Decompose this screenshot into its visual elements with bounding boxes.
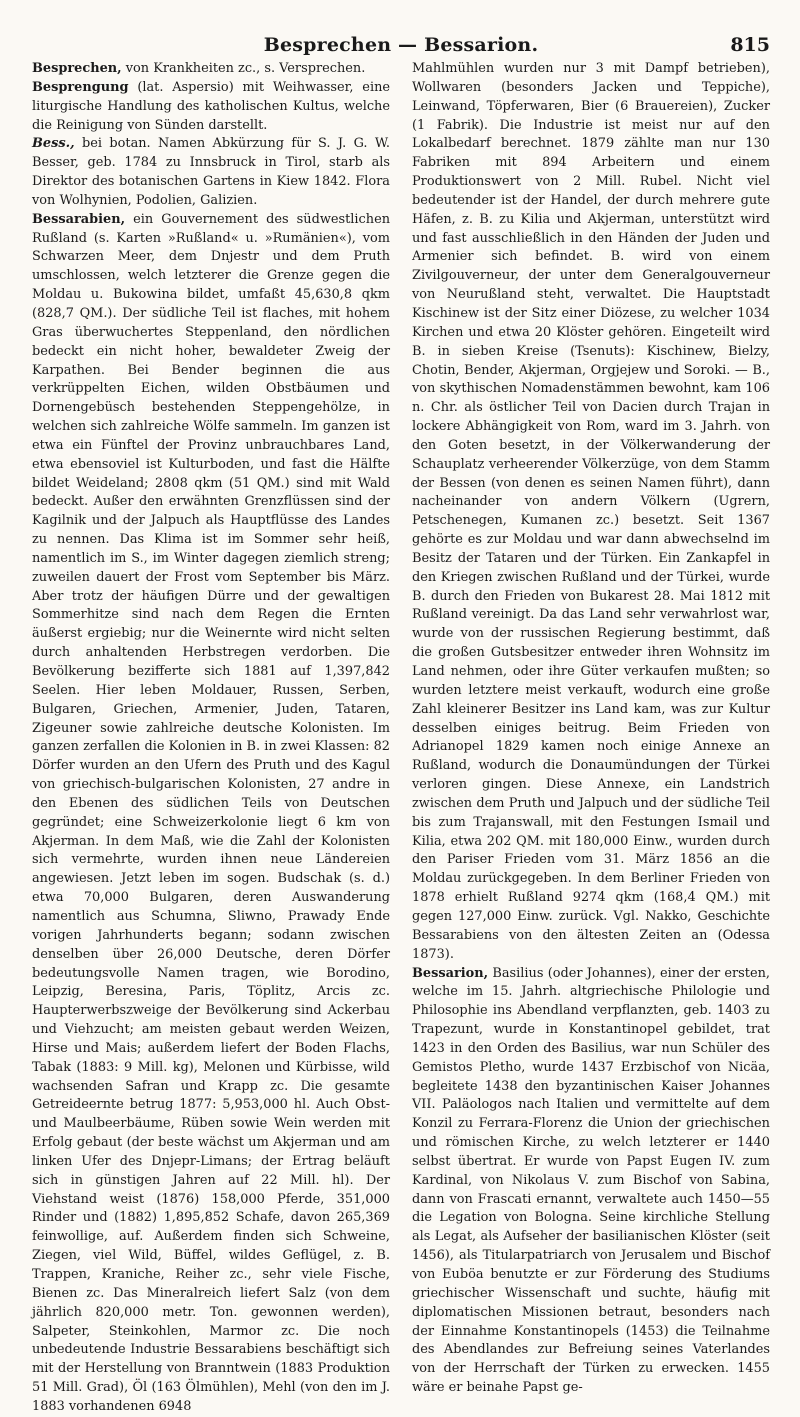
right-column (412, 60, 770, 1417)
entry-bessarion (412, 965, 770, 1398)
entry-besprechen (32, 60, 390, 79)
entry-bessarabien (32, 211, 390, 1417)
left-column (32, 60, 390, 1417)
entry-text: (lat. Aspersio) mit Weihwasser, eine liturgische Handlung des katholischen Kultus, welche die Reinigung von Sünden darstellt. (32, 79, 390, 133)
entry-lemma: Bess., (32, 136, 75, 152)
entry-text: ein Gouvernement des südwestlichen Rußland (s. Karten »Rußland« u. »Rumänien«), vom Schwarzen Meer, dem Dnjestr und dem Pruth umschlossen, welch letzterer die Grenze gegen die Moldau u. Bukowina bildet, umfaßt 45,630,8 qkm (828,7 QM.). Der südliche Teil ist flaches, mit hohem Gras überwuchertes Steppenland, den nördlichen bedeckt ein nicht hoher, bewaldeter Zweig der Karpathen. Bei Bender beginnen die aus verkrüppelten Eichen, wilden Obstbäumen und Dornengebüsch bestehenden Steppengehölze, in welchen sich zahlreiche Wölfe sammeln. Im ganzen ist etwa ein Fünftel der Provinz unbrauchbares Land, etwa ebensoviel ist Kulturboden, und fast die Hälfte bildet Weideland; 2808 qkm (51 QM.) sind mit Wald bedeckt. Außer den erwähnten Grenzflüssen sind der Kagilnik und der Jalpuch als Hauptflüsse des Landes zu nennen. Das Klima ist im Sommer sehr heiß, namentlich im S., im Winter dagegen ziemlich streng; zuweilen dauert der Frost vom September bis März. Aber trotz der häufigen Dürre und der gewaltigen Sommerhitze sind nach dem Regen die Ernten äußerst ergiebig; nur die Weinernte wird nicht selten durch anhaltenden Herbstregen verdorben. Die Bevölkerung bezifferte sich 1881 auf 1,397,842 Seelen. Hier leben Moldauer, Russen, Serben, Bulgaren, Griechen, Armenier, Juden, Tataren, Zigeuner sowie zahlreiche deutsche Kolonisten. Im ganzen zerfallen die Kolonien in B. in zwei Klassen: 82 Dörfer wurden an den Ufern des Pruth und des Kagul von griechisch-bulgarischen Kolonisten, 27 andre in den Ebenen des südlichen Teils von Deutschen gegründet; eine Schweizerkolonie liegt 6 km von Akjerman. In dem Maß, wie die Zahl der Kolonisten sich vermehrte, wurden ihnen neue Ländereien angewiesen. Jetzt leben im sogen. Budschak (s. d.) etwa 70,000 Bulgaren, deren Auswanderung namentlich aus Schumna, Sliwno, Prawady Ende vorigen Jahrhunderts begann; sodann zwischen denselben über 26,000 Deutsche, deren Dörfer bedeutungsvolle Namen tragen, wie Borodino, Leipzig, Beresina, Paris, Töplitz, Arcis zc. Haupterwerbszweige der Bevölkerung sind Ackerbau und Viehzucht; am meisten gebaut werden Weizen, Hirse und Mais; außerdem liefert der Boden Flachs, Tabak (1883: 9 Mill. kg), Melonen und Kürbisse, wild wachsenden Safran und Krapp zc. Die gesamte Getreideernte betrug 1877: 5,953,000 hl. Auch Obst- und Maulbeerbäume, Rüben sowie Wein werden mit Erfolg gebaut (der beste wächst um Akjerman und am linken Ufer des Dnjepr-Limans; der Ertrag beläuft sich in günstigen Jahren auf 22 Mill. hl). Der Viehstand weist (1876) 158,000 Pferde, 351,000 Rinder und (1882) 1,895,852 Schafe, davon 265,369 feinwollige, auf. Außerdem finden sich Schweine, Ziegen, viel Wild, Büffel, wildes Geflügel, z. B. Trappen, Kraniche, Reiher zc., sehr viele Fische, Bienen zc. Das Mineralreich liefert Salz (von dem jährlich 820,000 metr. Ton. gewonnen werden), Salpeter, Steinkohlen, Marmor zc. Die noch unbedeutende Industrie Bessarabiens beschäftigt sich mit der Herstellung von Branntwein (1883 Produktion 51 Mill. Grad), Öl (163 Ölmühlen), Mehl (von den im J. 1883 vorhandenen 6948 (32, 211, 390, 1414)
running-header (32, 0, 770, 60)
entry-besprengung (32, 79, 390, 136)
entry-lemma: Besprechen, (32, 61, 122, 76)
entry-bess (32, 135, 390, 210)
running-title: Besprechen — Bessarion. (263, 34, 539, 56)
text-columns (32, 60, 770, 1417)
entry-lemma: Bessarabien, (32, 211, 126, 227)
entry-lemma: Bessarion, (412, 965, 489, 981)
entry-lemma: Besprengung (32, 79, 129, 95)
entry-text: bei botan. Namen Abkürzung für S. J. G. W. Besser, geb. 1784 zu Innsbruck in Tirol, starb als Direktor des botanischen Gartens in Kiew 1842. Flora von Wolhynien, Podolien, Galizien. (32, 136, 390, 208)
entry-bessarabien-continued (412, 60, 770, 965)
page-number: 815 (730, 34, 770, 56)
entry-text: von Krankheiten zc., s. Versprechen. (121, 61, 366, 76)
entry-text: Mahlmühlen wurden nur 3 mit Dampf betrieben), Wollwaren (besonders Jacken und Teppiche), Leinwand, Töpferwaren, Bier (6 Brauereien), Zucker (1 Fabrik). Die Industrie ist meist nur auf den Lokalbedarf berechnet. 1879 zählte man nur 130 Fabriken mit 894 Arbeitern und einem Produktionswert von 2 Mill. Rubel. Nicht viel bedeutender ist der Handel, der durch mehrere gute Häfen, z. B. zu Kilia und Akjerman, unterstützt wird und fast ausschließlich in den Händen der Juden und Armenier sich befindet. B. wird von einem Zivilgouverneur, der unter dem Generalgouverneur von Neurußland steht, verwaltet. Die Hauptstadt Kischinew ist der Sitz einer Diözese, zu welcher 1034 Kirchen und etwa 20 Klöster gehören. Eingeteilt wird B. in sieben Kreise (Tsenuts): Kischinew, Bielzy, Chotin, Bender, Akjerman, Orgjejew und Soroki. — B., von skythischen Nomadenstämmen bewohnt, kam 106 n. Chr. als östlicher Teil von Dacien durch Trajan in lockere Abhängigkeit von Rom, ward im 3. Jahrh. von den Goten besetzt, in der Völkerwanderung der Schauplatz verheerender Völkerzüge, von dem Stamm der Bessen (von denen es seinen Namen führt), dann nacheinander von andern Völkern (Ugrern, Petschenegen, Kumanen zc.) besetzt. Seit 1367 gehörte es zur Moldau und war dann abwechselnd im Besitz der Tataren und der Türken. Ein Zankapfel in den Kriegen zwischen Rußland und der Türkei, wurde B. durch den Frieden von Bukarest 28. Mai 1812 mit Rußland vereinigt. Da das Land sehr verwahrlost war, wurde von der russischen Regierung bestimmt, daß die großen Gutsbesitzer entweder ihren Wohnsitz im Land nehmen, oder ihre Güter verkaufen mußten; so wurden letztere meist verkauft, wodurch eine große Zahl kleinerer Besitzer ins Land kam, was zur Kultur desselben einiges beitrug. Beim Frieden von Adrianopel 1829 kamen noch einige Annexe an Rußland, wodurch die Donaumündungen der Türkei verloren gingen. Diese Annexe, ein Landstrich zwischen dem Pruth und Jalpuch und der südliche Teil bis zum Trajanswall, mit den Festungen Ismail und Kilia, etwa 202 QM. mit 180,000 Einw., wurden durch den Pariser Frieden vom 31. März 1856 an die Moldau zurückgegeben. In dem Berliner Frieden von 1878 erhielt Rußland 9274 qkm (168,4 QM.) mit gegen 127,000 Einw. zurück. Vgl. Nakko, Geschichte Bessarabiens von den ältesten Zeiten an (Odessa 1873). (412, 61, 770, 962)
entry-text: Basilius (oder Johannes), einer der ersten, welche im 15. Jahrh. altgriechische Philologie und Philosophie ins Abendland verpflanzten, geb. 1403 zu Trapezunt, wurde in Konstantinopel gebildet, trat 1423 in den Orden des Basilius, war nun Schüler des Gemistos Pletho, wurde 1437 Erzbischof von Nicäa, begleitete 1438 den byzantinischen Kaiser Johannes VII. Paläologos nach Italien und vermittelte auf dem Konzil zu Ferrara-Florenz die Union der griechischen und römischen Kirche, zu welch letzterer er 1440 selbst übertrat. Er wurde von Papst Eugen IV. zum Kardinal, von Nikolaus V. zum Bischof von Sabina, dann von Frascati ernannt, verwaltete auch 1450—55 die Legation von Bologna. Seine kirchliche Stellung als Legat, als Aufseher der basilianischen Klöster (seit 1456), als Titularpatriarch von Jerusalem und Bischof von Euböa benutzte er zur Förderung des Studiums griechischer Wissenschaft und suchte, häufig mit diplomatischen Missionen betraut, besonders nach der Einnahme Konstantinopels (1453) die Teilnahme des Abendlandes zur Befreiung seines Vaterlandes von der Herrschaft der Türken zu erwecken. 1455 wäre er beinahe Papst ge- (412, 965, 770, 1396)
